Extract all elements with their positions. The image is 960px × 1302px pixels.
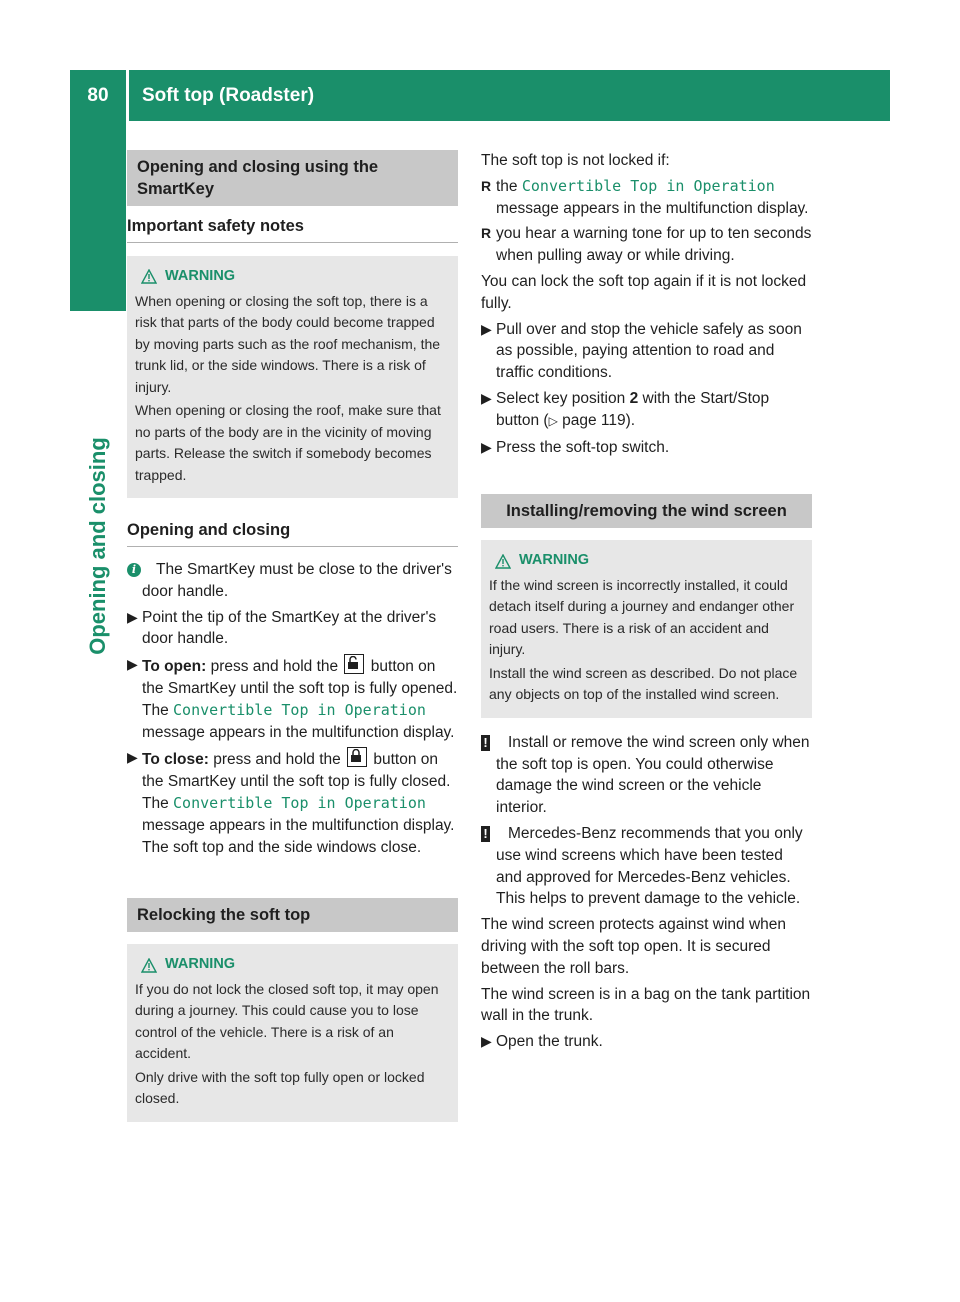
exclamation-icon: ! — [481, 826, 490, 842]
warning-text: Install the wind screen as described. Do not place any objects on top of the installed wind screen. — [489, 664, 798, 703]
left-column — [127, 150, 458, 1122]
step-arrow-icon: ▶ — [481, 389, 492, 406]
warning-text: Only drive with the soft top fully open or locked closed. — [135, 1068, 425, 1107]
instruction-step: ▶ Point the tip of the SmartKey at the driver's door handle. — [127, 608, 437, 648]
step-arrow-icon: ▶ — [127, 749, 138, 766]
chapter-title: Soft top (Roadster) — [142, 84, 315, 106]
unlock-icon — [344, 654, 364, 674]
right-column — [481, 150, 812, 1057]
section-title-wind-screen: Installing/removing the wind screen — [481, 494, 812, 528]
paragraph: You can lock the soft top again if it is not locked fully. — [481, 272, 807, 312]
info-icon: i — [127, 563, 141, 577]
page-reference-arrow-icon: ▷ — [548, 413, 558, 428]
side-tab-marker — [70, 121, 126, 311]
step-arrow-icon: ▶ — [127, 608, 138, 625]
display-message: Convertible Top in Operation — [173, 700, 426, 719]
bullet-marker: R — [481, 225, 492, 242]
lock-icon — [347, 747, 367, 767]
instruction-step-close: ▶ To close: press and hold the button on the SmartKey until the soft top is fully closed. The Convertible Top in Operation message appears in the multifunction display. The soft top and the side windows close. — [127, 749, 455, 856]
caution-note: ! Mercedes-Benz recommends that you only use wind screens which have been tested and approved for Mercedes-Benz vehicles. This helps to prevent damage to the vehicle. — [481, 823, 812, 910]
step-arrow-icon: ▶ — [481, 320, 492, 337]
step-arrow-icon: ▶ — [127, 656, 138, 673]
warning-triangle-icon — [141, 269, 157, 284]
paragraph: The soft top is not locked if: — [481, 152, 670, 169]
warning-text: When opening or closing the roof, make sure that no parts of the body are in the vicinity of moving parts. Release the switch if somebody becomes trapped. — [135, 402, 441, 483]
step-arrow-icon: ▶ — [481, 1033, 492, 1050]
bullet-item: R the Convertible Top in Operation message appears in the multifunction display. — [481, 176, 809, 217]
opening-closing-heading: Opening and closing — [127, 510, 458, 547]
page-number: 80 — [87, 84, 109, 106]
caution-note: ! Install or remove the wind screen only when the soft top is open. You could otherwise damage the wind screen or the vehicle interior. — [481, 732, 812, 819]
paragraph: The wind screen protects against wind when driving with the soft top open. It is secured between the roll bars. — [481, 916, 786, 977]
instruction-step-open: ▶ To open: press and hold the button on the SmartKey until the soft top is fully opened. The Convertible Top in Operation message appears in the multifunction display. — [127, 656, 458, 741]
display-message: Convertible Top in Operation — [173, 793, 426, 812]
bullet-item: R you hear a warning tone for up to ten seconds when pulling away or while driving. — [481, 225, 812, 265]
instruction-step: ▶ Press the soft-top switch. — [481, 437, 812, 459]
safety-notes-heading: Important safety notes — [127, 206, 458, 243]
display-message: Convertible Top in Operation — [521, 176, 775, 195]
section-title-smartkey: Opening and closing using the SmartKey — [127, 150, 458, 206]
warning-title: WARNING — [135, 266, 450, 288]
warning-box — [127, 256, 458, 498]
warning-text: If the wind screen is incorrectly installed, it could detach itself during a journey and endanger other road users. There is a risk of an accident and injury. — [489, 576, 795, 658]
warning-triangle-icon — [141, 958, 157, 973]
warning-title: WARNING — [489, 550, 804, 572]
bullet-marker: R — [481, 177, 492, 194]
instruction-step: ▶ Pull over and stop the vehicle safely as soon as possible, paying attention to road and traffic conditions. — [481, 320, 802, 382]
exclamation-icon: ! — [481, 735, 490, 751]
warning-box — [481, 540, 812, 718]
section-title-relocking: Relocking the soft top — [127, 898, 458, 932]
warning-box — [127, 944, 458, 1122]
header-bar — [70, 70, 890, 121]
paragraph: The wind screen is in a bag on the tank partition wall in the trunk. — [481, 985, 811, 1025]
warning-title: WARNING — [135, 954, 450, 976]
step-arrow-icon: ▶ — [481, 438, 492, 455]
info-note: i The SmartKey must be close to the driver's door handle. — [127, 559, 458, 603]
instruction-step: ▶ Select key position 2 with the Start/Stop button (▷ page 119). — [481, 389, 770, 429]
warning-triangle-icon — [495, 554, 511, 569]
warning-text: If you do not lock the closed soft top, it may open during a journey. This could cause you to lose control of the vehicle. There is a risk of an accident. — [135, 980, 439, 1062]
header-divider — [126, 70, 129, 121]
page-reference-link[interactable]: page 119 — [562, 411, 626, 429]
side-tab-label: Opening and closing — [85, 437, 110, 655]
instruction-step: ▶ Open the trunk. — [481, 1031, 812, 1053]
warning-text: When opening or closing the soft top, there is a risk that parts of the body could become trapped by moving parts such as the roof mechanism, the trunk lid, or the side windows. There is a risk of injury. — [135, 292, 441, 395]
